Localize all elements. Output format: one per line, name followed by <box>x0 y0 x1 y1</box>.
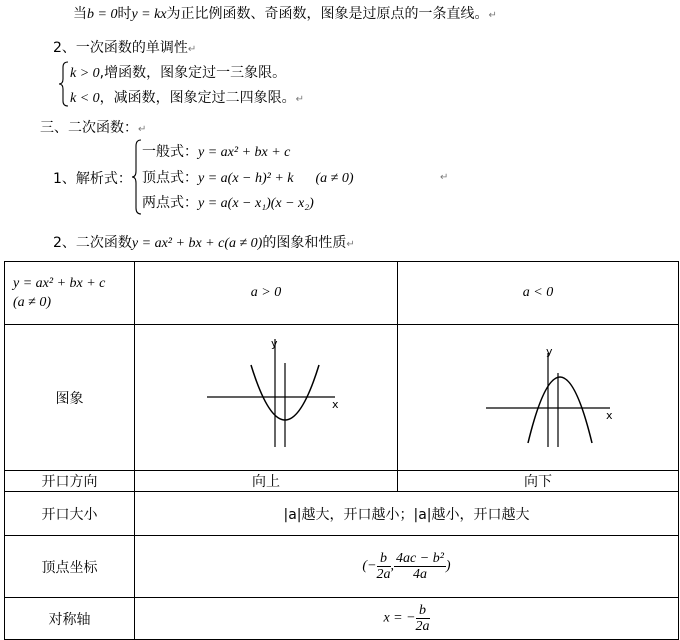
graph-heading-post: 的图象和性质 <box>262 235 347 251</box>
vertex-close-paren: ) <box>445 558 451 574</box>
case-increasing-text: ,增函数，图象定过一三象限。 <box>99 65 287 81</box>
paragraph-mark: ↵ <box>295 94 305 105</box>
parabola-down <box>528 377 592 443</box>
row-label-open-size: 开口大小 <box>5 492 135 536</box>
row-label-vertex: 顶点坐标 <box>5 536 135 598</box>
vertex-open-paren: (− <box>362 558 377 574</box>
corner-cell <box>5 262 135 325</box>
symmetry-axis-formula <box>135 598 679 640</box>
denominator: 4a <box>412 567 427 582</box>
open-direction-up: 向上 <box>135 471 398 492</box>
table-row-open-direction <box>5 471 679 492</box>
y-axis-label: y <box>271 337 278 350</box>
expr-y-kx: y = kx <box>131 7 167 22</box>
case-decreasing-text: ，减函数，图象定过二四象限。 <box>99 90 296 106</box>
section-3-title: 三、二次函数： <box>40 120 138 136</box>
paragraph-mark: ↵ <box>138 124 147 135</box>
text-shi: 时 <box>117 6 132 22</box>
row-label-open-direction: 开口方向 <box>5 471 135 492</box>
axis-lhs: x = − <box>383 610 416 626</box>
numerator: 4ac − b² <box>396 551 444 566</box>
denominator: 2a <box>376 567 391 582</box>
form-two-point <box>142 192 314 212</box>
fraction-4ac-b2-over-4a <box>394 551 446 582</box>
form-vertex <box>142 167 354 187</box>
parabola-down-graph <box>398 325 678 470</box>
table-row-open-size <box>5 492 679 536</box>
x-axis-label: x <box>332 398 339 411</box>
row-label-graph: 图象 <box>5 325 135 471</box>
paragraph-mark: ↵ <box>187 44 197 55</box>
text-when: 当 <box>73 6 87 22</box>
analytic-label: 1、解析式： <box>53 171 132 187</box>
corner-expr: y = ax² + bx + c <box>13 275 106 291</box>
corner-cond: (a ≠ 0) <box>13 294 52 310</box>
numerator: b <box>377 551 391 567</box>
open-direction-down: 向下 <box>398 471 679 492</box>
parabola-up-graph <box>135 325 397 470</box>
cond-k-negative: k < 0 <box>70 91 100 106</box>
quadratic-properties-table <box>4 261 679 640</box>
vertex-form-expr: y = a(x − h)² + k <box>198 171 294 186</box>
cases-brace <box>58 61 70 107</box>
two-point-form-expr: y = a(x − x₁)(x − x₂) <box>198 196 314 211</box>
paragraph-mark: ↵ <box>488 10 497 21</box>
heading-quadratic <box>40 117 146 137</box>
heading-linear-monotonic <box>53 37 196 57</box>
line-proportional-function <box>73 3 497 23</box>
heading-graph-properties <box>53 232 355 252</box>
vertex-comma: , <box>390 558 395 574</box>
table-row-vertex <box>5 536 679 598</box>
case-increasing <box>70 62 286 82</box>
graph-cell-negative <box>398 325 679 471</box>
table-row-symmetry-axis <box>5 598 679 640</box>
fraction-b-over-2a <box>416 603 430 634</box>
graph-heading-expr: y = ax² + bx + c(a ≠ 0) <box>131 236 263 251</box>
heading-text: 2、一次函数的单调性 <box>53 40 188 56</box>
paragraph-mark: ↵ <box>440 172 449 183</box>
vertex-form-name: 顶点式： <box>142 170 198 186</box>
numerator: b <box>416 603 430 619</box>
denominator: 2a <box>415 619 430 634</box>
cond-b-zero: b = 0 <box>87 7 118 22</box>
header-a-negative: a < 0 <box>398 262 679 325</box>
table-header-row <box>5 262 679 325</box>
vertex-coordinates <box>135 536 679 598</box>
graph-heading-pre: 2、二次函数 <box>53 235 132 251</box>
general-form-name: 一般式： <box>142 144 198 160</box>
table-row-graph <box>5 325 679 471</box>
two-point-form-name: 两点式： <box>142 195 198 211</box>
form-general <box>142 141 290 161</box>
text-proportional-desc: 为正比例函数、奇函数，图象是过原点的一条直线。 <box>166 6 489 22</box>
row-label-symmetry-axis: 对称轴 <box>5 598 135 640</box>
open-size-description: |a|越大，开口越小；|a|越小，开口越大 <box>135 492 679 536</box>
general-form-expr: y = ax² + bx + c <box>198 145 291 160</box>
cond-k-positive: k > 0 <box>70 66 100 81</box>
graph-cell-positive <box>135 325 398 471</box>
paragraph-mark: ↵ <box>346 239 355 250</box>
fraction-b-over-2a <box>377 551 391 582</box>
vertex-form-cond: (a ≠ 0) <box>315 171 354 186</box>
case-decreasing <box>70 87 304 107</box>
header-a-positive: a > 0 <box>135 262 398 325</box>
y-axis-label: y <box>546 345 553 358</box>
x-axis-label: x <box>606 409 613 422</box>
